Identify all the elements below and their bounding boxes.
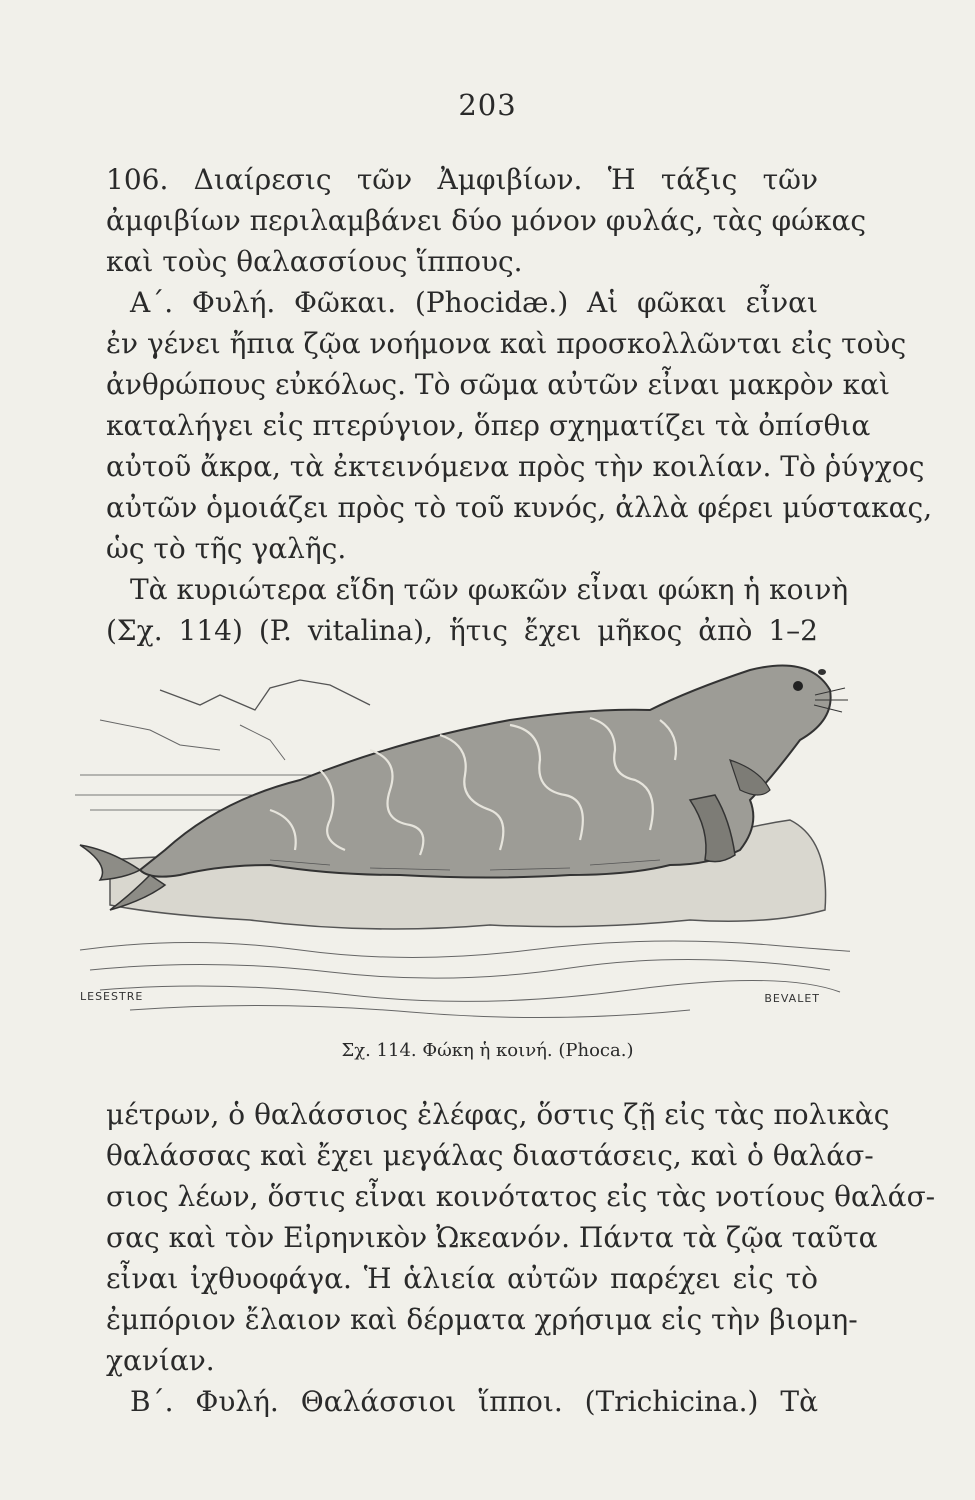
text-line: εἶναι ἰχθυοφάγα. Ἡ ἁλιεία αὐτῶν παρέχει εἰς τὸ: [106, 1262, 818, 1295]
text-line: καὶ τοὺς θαλασσίους ἵππους.: [106, 245, 523, 278]
text-line: ἐμπόριον ἔλαιον καὶ δέρματα χρήσιμα εἰς τὴν βιομη-: [106, 1303, 858, 1336]
text-line: ἐν γένει ἤπια ζῷα νοήμονα καὶ προσκολλῶνται εἰς τοὺς: [106, 327, 907, 360]
text-line: (Σχ. 114) (P. vitalina), ἥτις ἔχει μῆκος ἀπὸ 1–2: [106, 614, 818, 647]
section-heading-line: Α΄. Φυλή. Φῶκαι. (Phocidæ.) Αἱ φῶκαι εἶναι: [130, 286, 818, 319]
text-line: σιος λέων, ὅστις εἶναι κοινότατος εἰς τὰς νοτίους θαλάσ-: [106, 1180, 936, 1213]
text-line: ἀνθρώπους εὐκόλως. Τὸ σῶμα αὐτῶν εἶναι μακρὸν καὶ: [106, 368, 890, 401]
engraver-signature-left: LESESTRE: [80, 990, 144, 1003]
text-line: ὡς τὸ τῆς γαλῆς.: [106, 532, 347, 565]
text-line: 106. Διαίρεσις τῶν Ἀμφιβίων. Ἡ τάξις τῶν: [106, 163, 818, 196]
text-line: καταλήγει εἰς πτερύγιον, ὅπερ σχηματίζει τὰ ὀπίσθια: [106, 409, 871, 442]
text-line: θαλάσσας καὶ ἔχει μεγάλας διαστάσεις, καὶ ὁ θαλάσ-: [106, 1139, 874, 1172]
text-line: μέτρων, ὁ θαλάσσιος ἐλέφας, ὅστις ζῇ εἰς τὰς πολικὰς: [106, 1098, 890, 1131]
text-line: χανίαν.: [106, 1344, 215, 1377]
figure-caption: Σχ. 114. Φώκη ἡ κοινή. (Phoca.): [341, 1040, 634, 1061]
text-line: Τὰ κυριώτερα εἴδη τῶν φωκῶν εἶναι φώκη ἡ κοινὴ: [130, 573, 849, 606]
engraver-signature-right: BEVALET: [764, 992, 820, 1005]
text-line: ἀμφιβίων περιλαμβάνει δύο μόνον φυλάς, τὰς φώκας: [106, 204, 867, 237]
text-line: αὐτῶν ὁμοιάζει πρὸς τὸ τοῦ κυνός, ἀλλὰ φέρει μύστακας,: [106, 491, 933, 524]
text-line: αὐτοῦ ἄκρα, τὰ ἐκτεινόμενα πρὸς τὴν κοιλίαν. Τὸ ῥύγχος: [106, 450, 925, 483]
section-heading-line: Β΄. Φυλή. Θαλάσσιοι ἵπποι. (Trichicina.) Τὰ: [130, 1385, 818, 1418]
seal-engraving-icon: [70, 650, 850, 1030]
page-number: 203: [458, 88, 517, 122]
text-line: σας καὶ τὸν Εἰρηνικὸν Ὠκεανόν. Πάντα τὰ ζῷα ταῦτα: [106, 1221, 878, 1254]
seal-illustration: [70, 650, 850, 1030]
